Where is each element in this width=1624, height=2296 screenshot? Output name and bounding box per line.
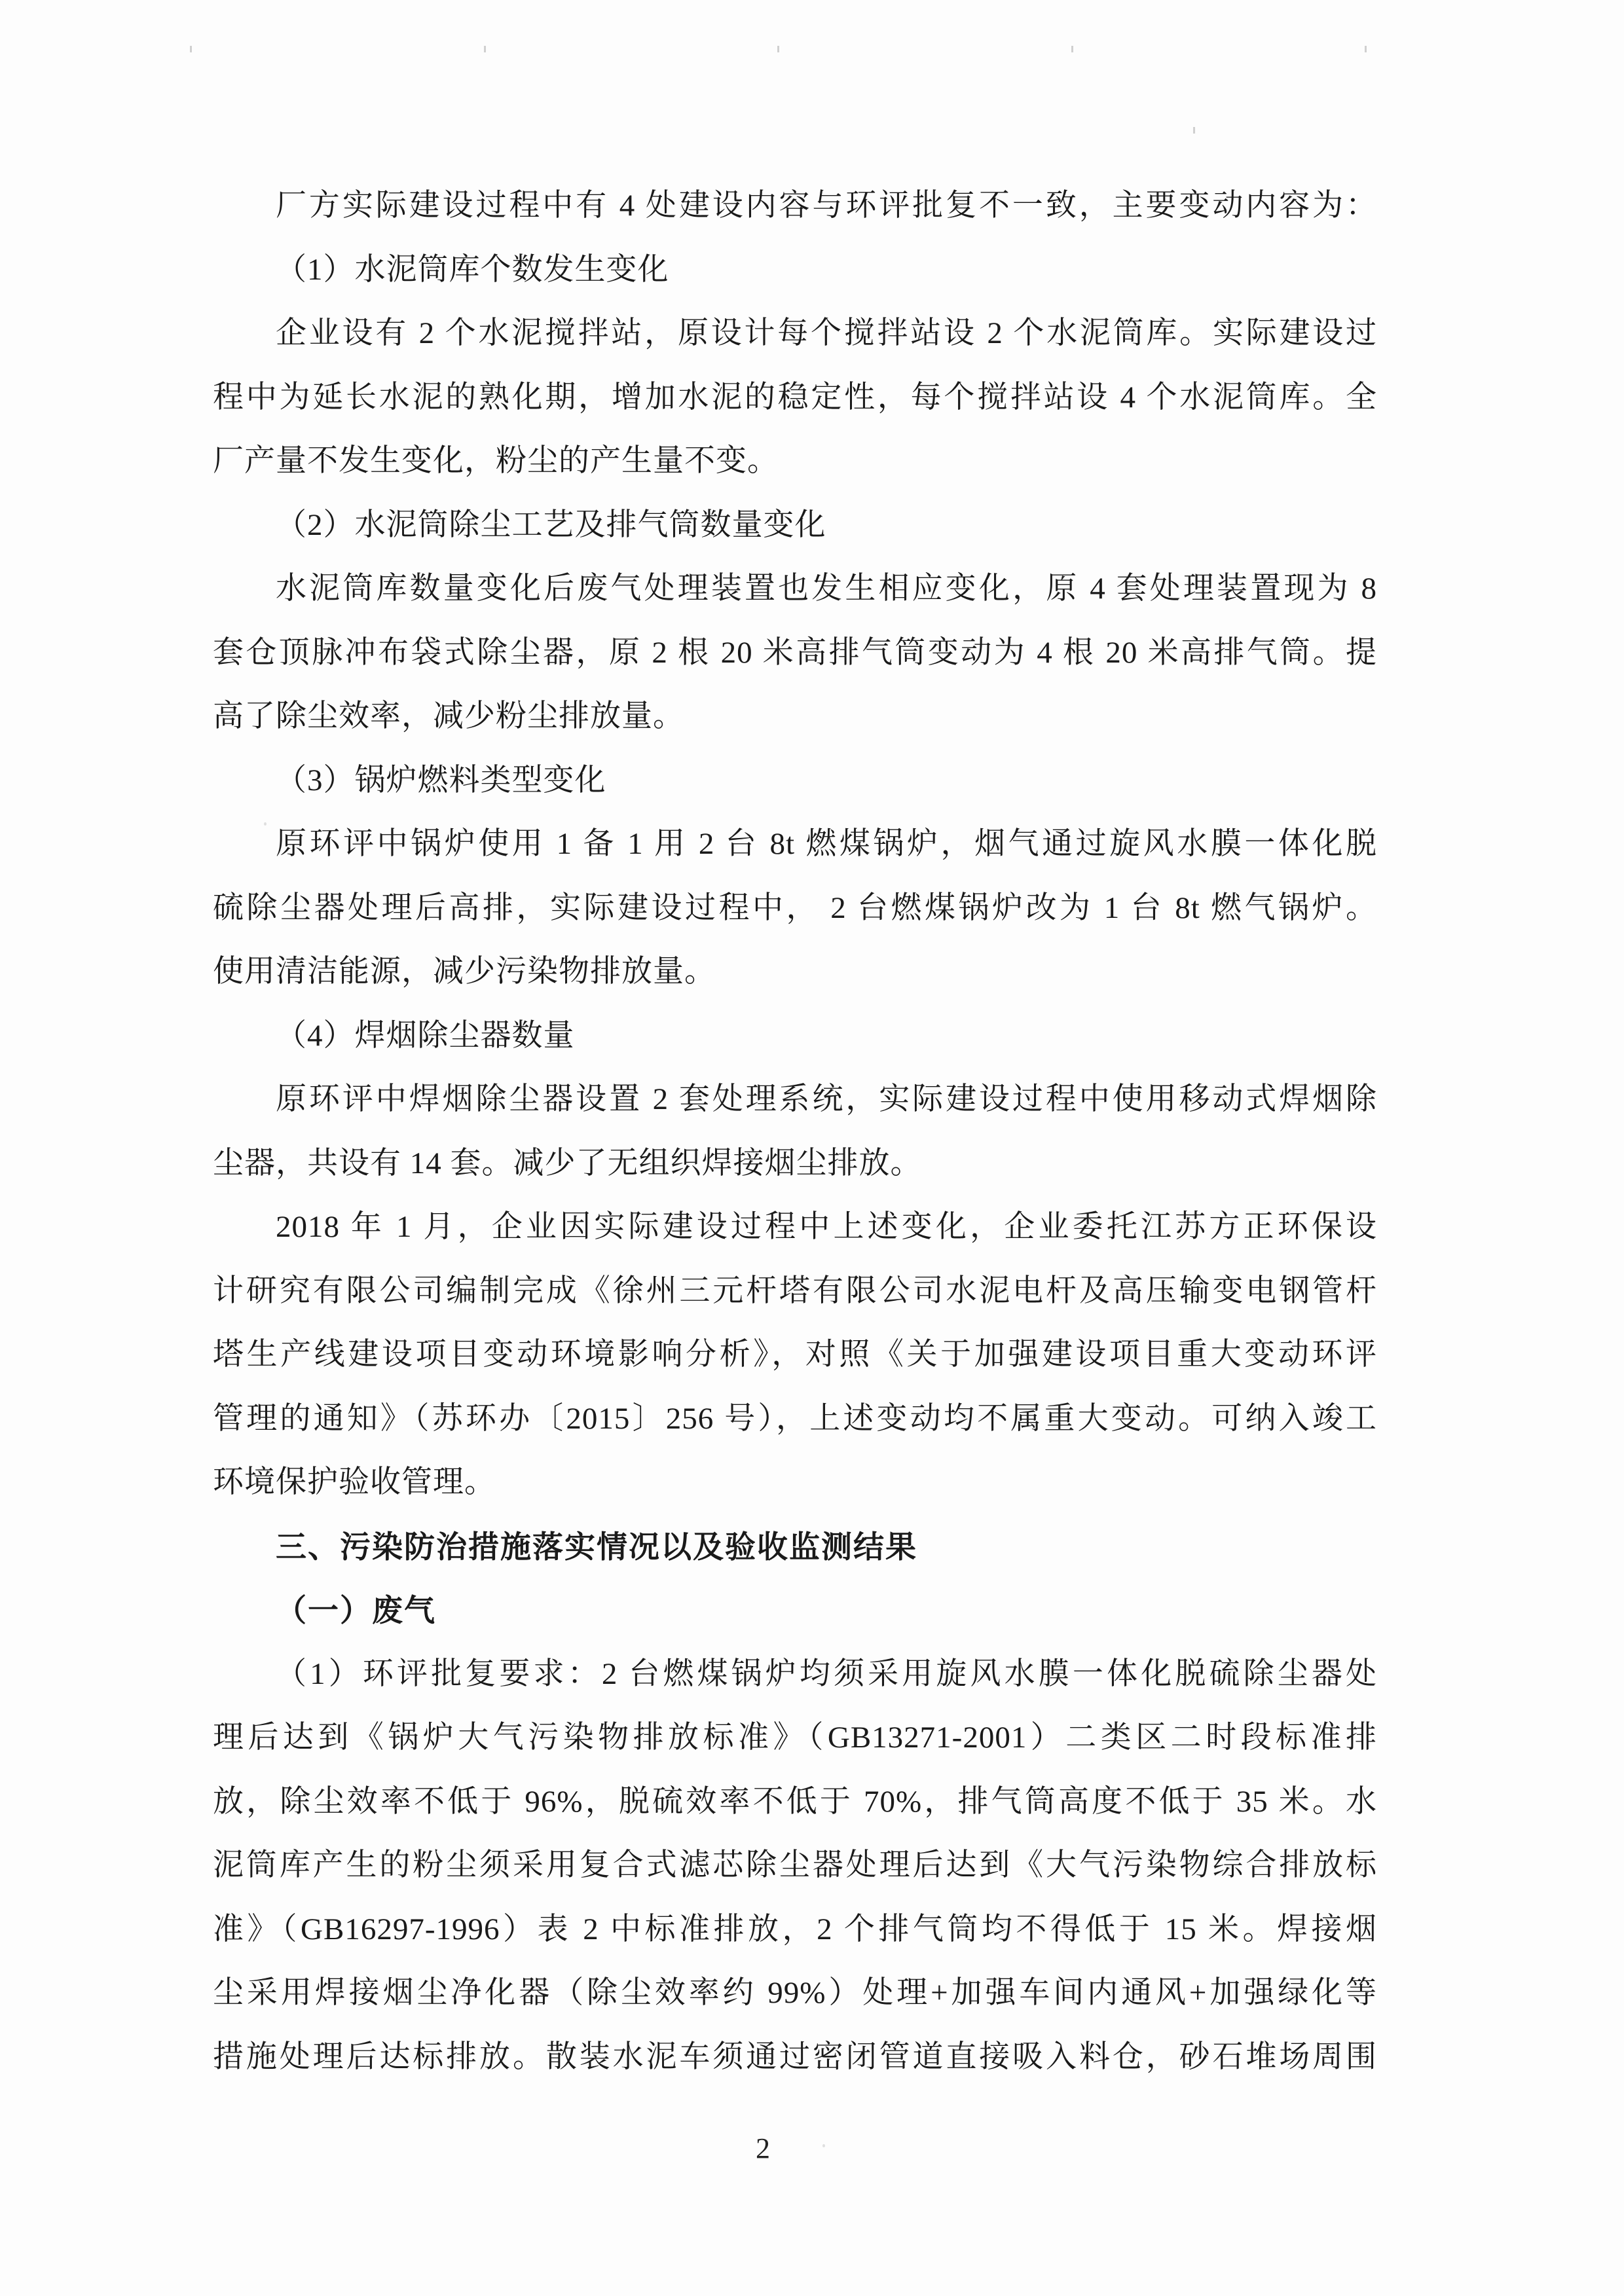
text-line: 理后达到《锅炉大气污染物排放标准》（GB13271-2001）二类区二时段标准排 <box>213 1721 1377 1755</box>
text-line: （2）水泥筒除尘工艺及排气筒数量变化 <box>276 507 826 542</box>
text-line: 原环评中焊烟除尘器设置 2 套处理系统，实际建设过程中使用移动式焊烟除 <box>276 1082 1377 1116</box>
scan-artifact <box>1193 127 1195 134</box>
text-line: 厂方实际建设过程中有 4 处建设内容与环评批复不一致，主要变动内容为： <box>276 189 1377 223</box>
text-line: （4）焊烟除尘器数量 <box>276 1018 575 1053</box>
text-line: 塔生产线建设项目变动环境影响分析》，对照《关于加强建设项目重大变动环评 <box>213 1338 1377 1372</box>
text-line: 高了除尘效率，减少粉尘排放量。 <box>213 699 684 733</box>
text-line: 2018 年 1 月，企业因实际建设过程中上述变化，企业委托江苏方正环保设 <box>276 1210 1377 1244</box>
document-body <box>213 174 1377 2089</box>
text-line: 尘器，共设有 14 套。减少了无组织焊接烟尘排放。 <box>213 1146 922 1180</box>
heading-line: （一）废气 <box>276 1593 436 1628</box>
text-line: 原环评中锅炉使用 1 备 1 用 2 台 8t 燃煤锅炉，烟气通过旋风水膜一体化脱 <box>276 827 1377 861</box>
scan-artifact <box>1071 46 1073 52</box>
text-line: 套仓顶脉冲布袋式除尘器，原 2 根 20 米高排气筒变动为 4 根 20 米高排气筒。提 <box>213 635 1377 670</box>
scan-artifact <box>822 2144 825 2147</box>
scan-artifact <box>190 46 192 52</box>
scan-artifact <box>484 46 486 52</box>
text-line: 计研究有限公司编制完成《徐州三元杆塔有限公司水泥电杆及高压输变电钢管杆 <box>213 1273 1377 1308</box>
text-line: 放，除尘效率不低于 96%，脱硫效率不低于 70%，排气筒高度不低于 35 米。水 <box>213 1784 1377 1819</box>
text-line: 环境保护验收管理。 <box>213 1465 496 1499</box>
text-line: 硫除尘器处理后高排，实际建设过程中， 2 台燃煤锅炉改为 1 台 8t 燃气锅炉。 <box>213 890 1377 925</box>
text-line: 尘采用焊接烟尘净化器（除尘效率约 99%）处理+加强车间内通风+加强绿化等 <box>213 1976 1377 2010</box>
heading-line: 三、污染防治措施落实情况以及验收监测结果 <box>276 1529 917 1564</box>
text-line: 管理的通知》（苏环办〔2015〕256 号），上述变动均不属重大变动。可纳入竣工 <box>213 1401 1377 1436</box>
scan-artifact <box>1365 46 1367 52</box>
text-line: 措施处理后达标排放。散装水泥车须通过密闭管道直接吸入料仓，砂石堆场周围 <box>213 2039 1377 2074</box>
text-line: 企业设有 2 个水泥搅拌站，原设计每个搅拌站设 2 个水泥筒库。实际建设过 <box>276 316 1377 350</box>
page-number: 2 <box>756 2132 770 2164</box>
text-line: 程中为延长水泥的熟化期，增加水泥的稳定性，每个搅拌站设 4 个水泥筒库。全 <box>213 380 1377 414</box>
text-line: 准》（GB16297-1996）表 2 中标准排放，2 个排气筒均不得低于 15 米。焊接烟 <box>213 1912 1377 1946</box>
text-line: 泥筒库产生的粉尘须采用复合式滤芯除尘器处理后达到《大气污染物综合排放标 <box>213 1848 1377 1882</box>
text-line: 使用清洁能源，减少污染物排放量。 <box>213 955 716 989</box>
text-line: （1）环评批复要求：2 台燃煤锅炉均须采用旋风水膜一体化脱硫除尘器处 <box>276 1656 1377 1691</box>
text-line: 水泥筒库数量变化后废气处理装置也发生相应变化，原 4 套处理装置现为 8 <box>276 572 1377 606</box>
text-line: （3）锅炉燃料类型变化 <box>276 763 606 797</box>
text-line: 厂产量不发生变化，粉尘的产生量不变。 <box>213 444 779 478</box>
text-line: （1）水泥筒库个数发生变化 <box>276 252 669 287</box>
scan-artifact <box>777 46 779 52</box>
